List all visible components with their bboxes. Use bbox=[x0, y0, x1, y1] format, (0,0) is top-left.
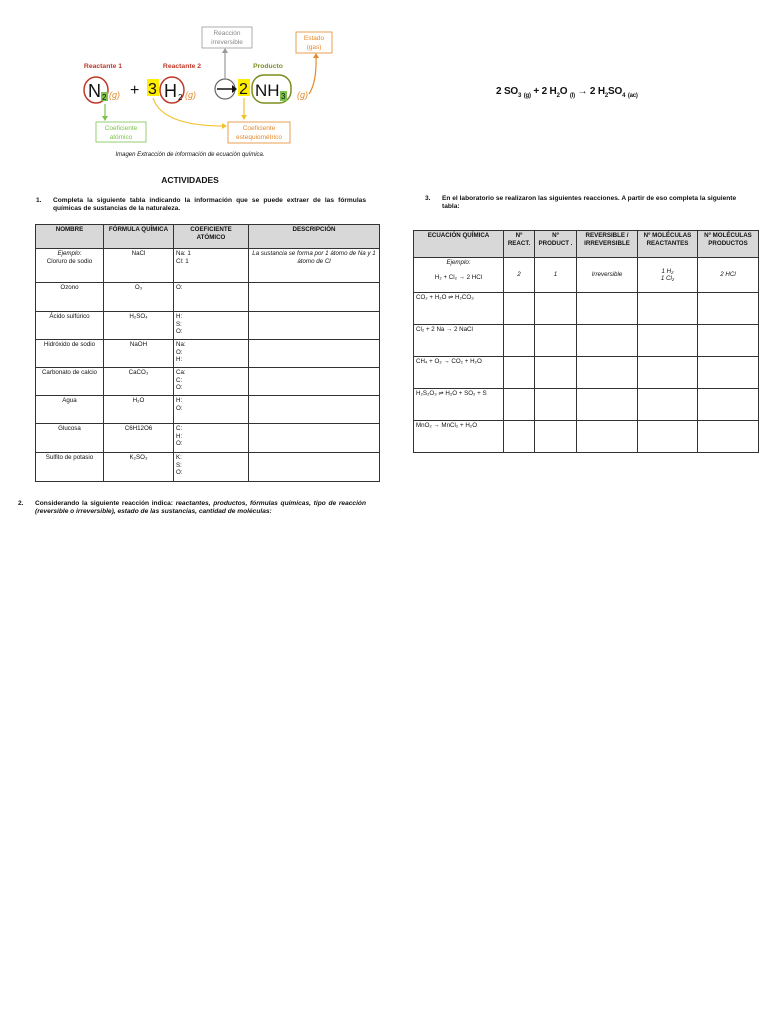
t1-header-nombre: NOMBRE bbox=[36, 225, 104, 249]
cell-formula: CaCO₃ bbox=[104, 368, 174, 396]
cell-nprod[interactable] bbox=[535, 421, 577, 453]
svg-text:+: + bbox=[130, 82, 140, 99]
cell-molreact: 1 H₂ 1 Cl₂ bbox=[638, 258, 698, 293]
cell-coef[interactable]: K: S: O: bbox=[174, 453, 249, 482]
table-row bbox=[414, 258, 759, 293]
label-reaccion: Reacción bbox=[213, 30, 241, 37]
t1-header-formula: FÓRMULA QUÍMICA bbox=[104, 225, 174, 249]
label-irreversible: irreversible bbox=[211, 39, 243, 46]
label-reactante1: Reactante 1 bbox=[83, 63, 123, 70]
cell-name: Cloruro de sodio bbox=[46, 257, 93, 265]
cell-molprod[interactable] bbox=[698, 293, 759, 325]
actividades-heading: ACTIVIDADES bbox=[161, 175, 219, 185]
cell-formula: C6H12O6 bbox=[104, 424, 174, 453]
cell-coef: Na: 1 bbox=[176, 250, 191, 257]
t3-header-nreact: Nº REACT. bbox=[504, 231, 535, 258]
cell-molprod[interactable] bbox=[698, 389, 759, 421]
t3-header-rev: REVERSIBLE / IRREVERSIBLE bbox=[577, 231, 638, 258]
label-gas: (gas) bbox=[306, 44, 322, 51]
svg-text:2: 2 bbox=[239, 81, 248, 98]
cell-equation: H₂S₂O₃ ⇌ H₂O + SO₂ + S bbox=[414, 389, 504, 421]
cell-coef[interactable]: C: H: O: bbox=[174, 424, 249, 453]
cell-desc[interactable] bbox=[249, 368, 380, 396]
question-3-text: En el laboratorio se realizaron las siguientes reacciones. A partir de eso completa la siguiente tabla: bbox=[442, 195, 737, 210]
cell-formula: K₂SO₃ bbox=[104, 453, 174, 482]
cell-formula: H₂SO₄ bbox=[104, 312, 174, 340]
cell-rev[interactable] bbox=[577, 325, 638, 357]
cell-name: Glucosa bbox=[36, 424, 104, 453]
table-row bbox=[36, 396, 380, 424]
question-3-number: 3. bbox=[425, 195, 431, 202]
t1-header-desc: DESCRIPCIÓN bbox=[249, 225, 380, 249]
question-1-number: 1. bbox=[36, 197, 42, 204]
question-1-text: Completa la siguiente tabla indicando la información que se puede extraer de las fórmulas químicas de sustancias de la naturaleza. bbox=[53, 197, 366, 212]
svg-text:H: H bbox=[164, 81, 177, 101]
cell-desc[interactable] bbox=[249, 283, 380, 312]
table-row bbox=[36, 283, 380, 312]
cell-equation: MnO₂ → MnCl₂ + H₂O bbox=[414, 421, 504, 453]
cell-nreact[interactable] bbox=[504, 293, 535, 325]
t1-header-coef: COEFICIENTE ATÓMICO bbox=[174, 225, 249, 249]
cell-molprod[interactable] bbox=[698, 325, 759, 357]
question-1 bbox=[36, 197, 366, 217]
cell-name: Ozono bbox=[36, 283, 104, 312]
cell-molprod[interactable] bbox=[698, 357, 759, 389]
svg-text:(g): (g) bbox=[109, 90, 120, 100]
question-3 bbox=[425, 195, 745, 215]
svg-text:(g): (g) bbox=[297, 90, 308, 100]
cell-equation: CO₂ + H₂O ⇌ H₂CO₃ bbox=[414, 293, 504, 325]
t3-header-molprod: Nº MOLÉCULAS PRODUCTOS bbox=[698, 231, 759, 258]
cell-nprod[interactable] bbox=[535, 325, 577, 357]
svg-text:2: 2 bbox=[178, 93, 183, 102]
substances-table bbox=[35, 224, 380, 482]
diagram-caption: Imagen Extracción de información de ecuación química. bbox=[115, 152, 265, 158]
cell-name: Carbonato de calcio bbox=[36, 368, 104, 396]
label-reactante2: Reactante 2 bbox=[162, 63, 202, 70]
table-row bbox=[414, 421, 759, 453]
label-coef-atomico-1: Coeficiente bbox=[104, 125, 138, 132]
cell-molreact[interactable] bbox=[638, 325, 698, 357]
cell-nreact[interactable] bbox=[504, 421, 535, 453]
cell-rev: Irreversible bbox=[577, 258, 638, 293]
svg-text:N: N bbox=[88, 81, 101, 101]
cell-molprod: 2 HCl bbox=[698, 258, 759, 293]
label-producto: Producto bbox=[253, 63, 283, 70]
table-row bbox=[36, 368, 380, 396]
t3-header-nprod: Nº PRODUCT . bbox=[535, 231, 577, 258]
cell-coef[interactable]: O: bbox=[174, 283, 249, 312]
table-row bbox=[414, 357, 759, 389]
label-coef-esteq-2: estequiométrico bbox=[236, 134, 282, 141]
table-row bbox=[36, 340, 380, 368]
cell-name: Sulfito de potasio bbox=[36, 453, 104, 482]
table-row bbox=[414, 389, 759, 421]
label-coef-esteq-1: Coeficiente bbox=[242, 125, 276, 132]
cell-nreact: 2 bbox=[504, 258, 535, 293]
question-2 bbox=[18, 500, 366, 532]
cell-formula: O₃ bbox=[104, 283, 174, 312]
cell-nreact[interactable] bbox=[504, 389, 535, 421]
cell-molreact[interactable] bbox=[638, 357, 698, 389]
cell-nreact[interactable] bbox=[504, 357, 535, 389]
cell-molprod[interactable] bbox=[698, 421, 759, 453]
example-label: Ejemplo: bbox=[446, 259, 471, 266]
cell-desc[interactable] bbox=[249, 453, 380, 482]
cell-nprod[interactable] bbox=[535, 293, 577, 325]
cell-formula: H₂O bbox=[104, 396, 174, 424]
cell-molreact[interactable] bbox=[638, 293, 698, 325]
cell-molreact[interactable] bbox=[638, 389, 698, 421]
question-2-number: 2. bbox=[18, 500, 24, 507]
t3-header-ecuacion: ECUACIÓN QUÍMICA bbox=[414, 231, 504, 258]
table-row bbox=[414, 325, 759, 357]
table-row bbox=[414, 293, 759, 325]
question-2-text: Considerando la siguiente reacción indica: reactantes, productos, fórmulas químicas, tipo de reacción (reversible o irreversible), estado de las sustancias, cantidad de moléculas: bbox=[35, 500, 366, 515]
cell-desc[interactable] bbox=[249, 340, 380, 368]
reactions-table bbox=[413, 230, 759, 453]
cell-name: Ácido sulfúrico bbox=[36, 312, 104, 340]
cell-nreact[interactable] bbox=[504, 325, 535, 357]
cell-molreact[interactable] bbox=[638, 421, 698, 453]
table-row bbox=[36, 312, 380, 340]
svg-text:3: 3 bbox=[148, 81, 157, 98]
cell-desc[interactable] bbox=[249, 312, 380, 340]
cell-equation: Cl₂ + 2 Na → 2 NaCl bbox=[414, 325, 504, 357]
cell-coef: Cl: 1 bbox=[176, 257, 189, 265]
cell-desc[interactable]: La sustancia se forma por 1 átomo de Na y 1 átomo de Cl bbox=[249, 249, 380, 283]
cell-equation: CH₄ + O₂ → CO₂ + H₂O bbox=[414, 357, 504, 389]
cell-nprod[interactable] bbox=[535, 389, 577, 421]
svg-text:2: 2 bbox=[102, 93, 107, 102]
cell-formula: NaOH bbox=[104, 340, 174, 368]
cell-rev[interactable] bbox=[577, 389, 638, 421]
cell-nprod: 1 bbox=[535, 258, 577, 293]
table-row bbox=[36, 249, 380, 283]
example-label: Ejemplo: bbox=[57, 250, 82, 257]
svg-text:3: 3 bbox=[281, 92, 286, 101]
cell-name: Agua bbox=[36, 396, 104, 424]
reaction-equation: 2 $SO_3$ $_{(g)}$ + 2 $H_2O$ $_{(l)}$ → 2 $H_2SO_4$ $_{(ac)}$ bbox=[496, 86, 638, 99]
cell-formula: NaCl bbox=[104, 249, 174, 283]
cell-coef[interactable]: H: S: O: bbox=[174, 312, 249, 340]
cell-rev[interactable] bbox=[577, 357, 638, 389]
cell-coef[interactable]: H: O: bbox=[174, 396, 249, 424]
cell-nprod[interactable] bbox=[535, 357, 577, 389]
svg-text:NH: NH bbox=[255, 81, 280, 100]
cell-name: Hidróxido de sodio bbox=[36, 340, 104, 368]
table-row bbox=[36, 453, 380, 482]
cell-desc[interactable] bbox=[249, 396, 380, 424]
cell-coef[interactable]: Ca: C: O: bbox=[174, 368, 249, 396]
cell-equation: H₂ + Cl₂ → 2 HCl bbox=[434, 274, 483, 281]
table-row bbox=[36, 424, 380, 453]
label-estado: Estado bbox=[303, 35, 325, 42]
cell-coef[interactable]: Na: O: H: bbox=[174, 340, 249, 368]
cell-desc[interactable] bbox=[249, 424, 380, 453]
svg-text:(g): (g) bbox=[185, 90, 196, 100]
t3-header-molreact: Nº MOLÉCULAS REACTANTES bbox=[638, 231, 698, 258]
label-coef-atomico-2: atómico bbox=[109, 134, 133, 141]
chemical-equation-diagram bbox=[72, 22, 340, 152]
cell-rev[interactable] bbox=[577, 293, 638, 325]
cell-rev[interactable] bbox=[577, 421, 638, 453]
